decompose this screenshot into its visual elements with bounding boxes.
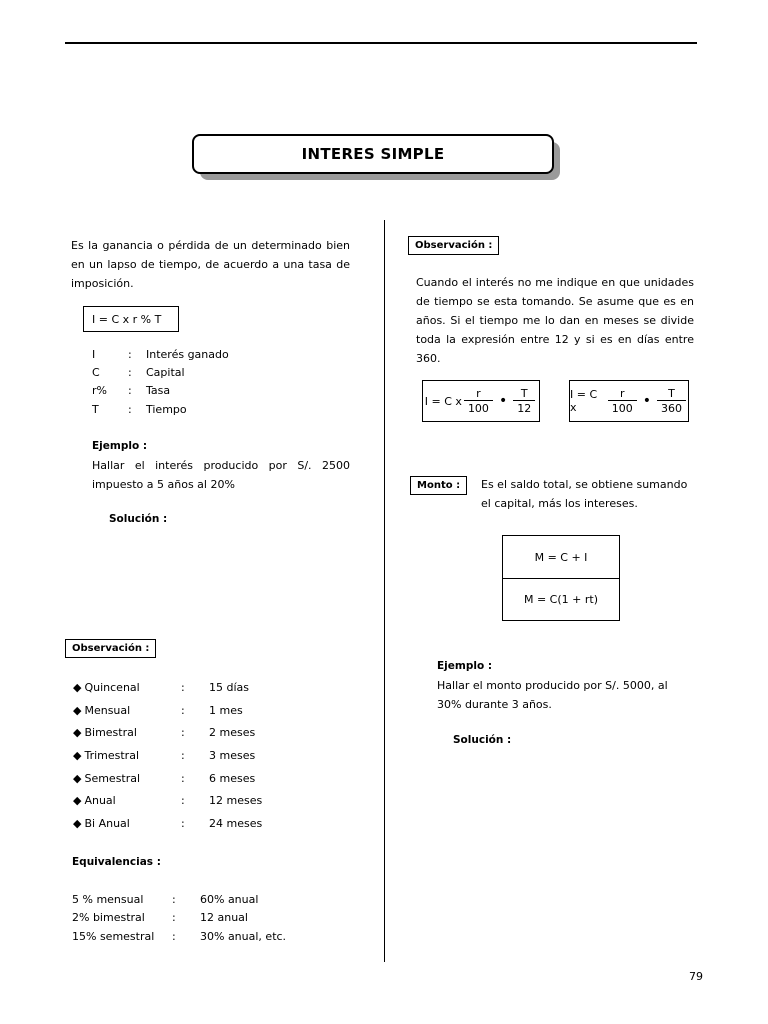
definition-desc: Interés ganado xyxy=(146,347,229,361)
definition-sep: : xyxy=(128,402,132,416)
fraction-numerator: r xyxy=(619,387,625,400)
monto-formula-cell xyxy=(503,536,619,579)
fraction-denominator: 12 xyxy=(513,400,535,415)
period-name: Mensual xyxy=(84,703,131,717)
fraction-r xyxy=(608,387,637,415)
period-sep: : xyxy=(181,726,185,740)
monto-label-box xyxy=(410,476,467,495)
period-name: Semestral xyxy=(84,771,141,785)
period-value: 12 meses xyxy=(209,794,263,808)
intro-paragraph: Es la ganancia o pérdida de un determinado bien en un lapso de tiempo, de acuerdo a una tasa de imposición. xyxy=(71,239,350,290)
period-sep: : xyxy=(181,748,185,762)
formula-prefix: I = C x xyxy=(424,394,462,408)
fraction-t xyxy=(657,387,686,415)
equivalence-rate: 15% semestral xyxy=(72,929,155,943)
monto-paragraph: Es el saldo total, se obtiene sumando el capital, más los intereses. xyxy=(481,478,688,510)
diamond-bullet-icon: ◆ xyxy=(73,771,82,785)
period-row xyxy=(73,812,262,835)
period-sep: : xyxy=(181,794,185,808)
example-label: Ejemplo : xyxy=(92,440,148,452)
solution-label-right: Solución : xyxy=(453,734,512,746)
definition-symbol: C xyxy=(92,365,100,379)
diamond-bullet-icon: ◆ xyxy=(73,794,82,808)
definition-row xyxy=(92,400,229,418)
fraction-numerator: r xyxy=(476,387,481,400)
monto-label: Monto : xyxy=(417,480,461,491)
monto-formula-1: M = C + I xyxy=(534,550,588,564)
period-sep: : xyxy=(181,771,185,785)
period-value: 3 meses xyxy=(209,748,256,762)
fraction-denominator: 100 xyxy=(608,400,637,415)
definitions-table xyxy=(92,345,229,418)
period-value: 2 meses xyxy=(209,726,256,740)
page-title-text: INTERES SIMPLE xyxy=(301,145,445,163)
equivalence-value: 60% anual xyxy=(200,892,259,906)
diamond-bullet-icon: ◆ xyxy=(73,703,82,717)
definition-row xyxy=(92,345,229,363)
period-row xyxy=(73,721,262,744)
equivalence-row xyxy=(72,909,286,928)
definition-desc: Capital xyxy=(146,365,185,379)
period-value: 1 mes xyxy=(209,703,243,717)
monto-formula-2: M = C(1 + rt) xyxy=(523,592,598,606)
equivalence-sep: : xyxy=(172,911,176,925)
period-value: 6 meses xyxy=(209,771,256,785)
fraction-numerator: T xyxy=(520,387,528,400)
fraction-numerator: T xyxy=(668,387,675,400)
definition-sep: : xyxy=(128,384,132,398)
period-sep: : xyxy=(181,680,185,694)
periods-table xyxy=(73,676,262,835)
fraction-denominator: 100 xyxy=(464,400,493,415)
equivalence-rate: 2% bimestral xyxy=(72,911,145,925)
period-sep: : xyxy=(181,816,185,830)
formula-months-box xyxy=(422,380,540,422)
period-name: Trimestral xyxy=(84,748,139,762)
definition-row xyxy=(92,382,229,400)
definition-row xyxy=(92,363,229,381)
period-name: Quincenal xyxy=(84,680,140,694)
observation-paragraph: Cuando el interés no me indique en que unidades de tiempo se esta tomando. Se asume que es en años. Si el tiempo me lo dan en meses se divide toda la expresión entre 12 y si es en días entre 360. xyxy=(416,276,694,365)
diamond-bullet-icon: ◆ xyxy=(73,748,82,762)
multiply-dot: • xyxy=(498,393,508,409)
monto-formula-box xyxy=(502,535,620,621)
column-divider xyxy=(384,220,385,962)
fraction-t xyxy=(513,387,535,415)
solution-label: Solución : xyxy=(109,513,168,525)
main-formula-box xyxy=(83,306,179,332)
equivalence-value: 30% anual, etc. xyxy=(200,929,287,943)
diamond-bullet-icon: ◆ xyxy=(73,816,82,830)
equivalence-sep: : xyxy=(172,892,176,906)
formula-days-box xyxy=(569,380,689,422)
period-row xyxy=(73,767,262,790)
equivalence-rate: 5 % mensual xyxy=(72,892,144,906)
equivalence-row xyxy=(72,927,286,946)
period-row xyxy=(73,789,262,812)
equivalences-label: Equivalencias : xyxy=(72,856,161,868)
equivalence-row xyxy=(72,890,286,909)
top-rule xyxy=(65,42,697,44)
main-formula: I = C x r % T xyxy=(92,312,162,326)
period-value: 15 días xyxy=(209,680,250,694)
example-text: Hallar el interés producido por S/. 2500 impuesto a 5 años al 20% xyxy=(92,459,350,491)
observation-label-box xyxy=(65,639,156,658)
equivalences-table xyxy=(72,890,286,946)
multiply-dot: • xyxy=(642,393,651,409)
period-row xyxy=(73,699,262,722)
fraction-denominator: 360 xyxy=(657,400,686,415)
example-text-right: Hallar el monto producido por S/. 5000, al 30% durante 3 años. xyxy=(437,679,668,711)
diamond-bullet-icon: ◆ xyxy=(73,726,82,740)
observation-label-box-right xyxy=(408,236,499,255)
observation-label: Observación : xyxy=(72,643,150,654)
monto-formula-cell xyxy=(503,579,619,619)
definition-symbol: T xyxy=(92,402,99,416)
example-label-right: Ejemplo : xyxy=(437,660,493,672)
equivalence-value: 12 anual xyxy=(200,911,248,925)
definition-symbol: r% xyxy=(92,384,107,398)
fraction-r xyxy=(464,387,493,415)
formula-prefix: I = C x xyxy=(570,388,598,414)
period-row xyxy=(73,744,262,767)
definition-sep: : xyxy=(128,365,132,379)
period-name: Bimestral xyxy=(84,726,137,740)
equivalence-sep: : xyxy=(172,929,176,943)
page-number: 79 xyxy=(689,970,703,983)
period-row xyxy=(73,676,262,699)
definition-symbol: I xyxy=(92,347,96,361)
observation-label-right: Observación : xyxy=(415,240,493,251)
definition-sep: : xyxy=(128,347,132,361)
diamond-bullet-icon: ◆ xyxy=(73,680,82,694)
definition-desc: Tasa xyxy=(146,384,171,398)
period-name: Anual xyxy=(84,794,116,808)
page-title xyxy=(192,134,554,174)
period-sep: : xyxy=(181,703,185,717)
definition-desc: Tiempo xyxy=(146,402,187,416)
period-value: 24 meses xyxy=(209,816,263,830)
period-name: Bi Anual xyxy=(84,816,130,830)
